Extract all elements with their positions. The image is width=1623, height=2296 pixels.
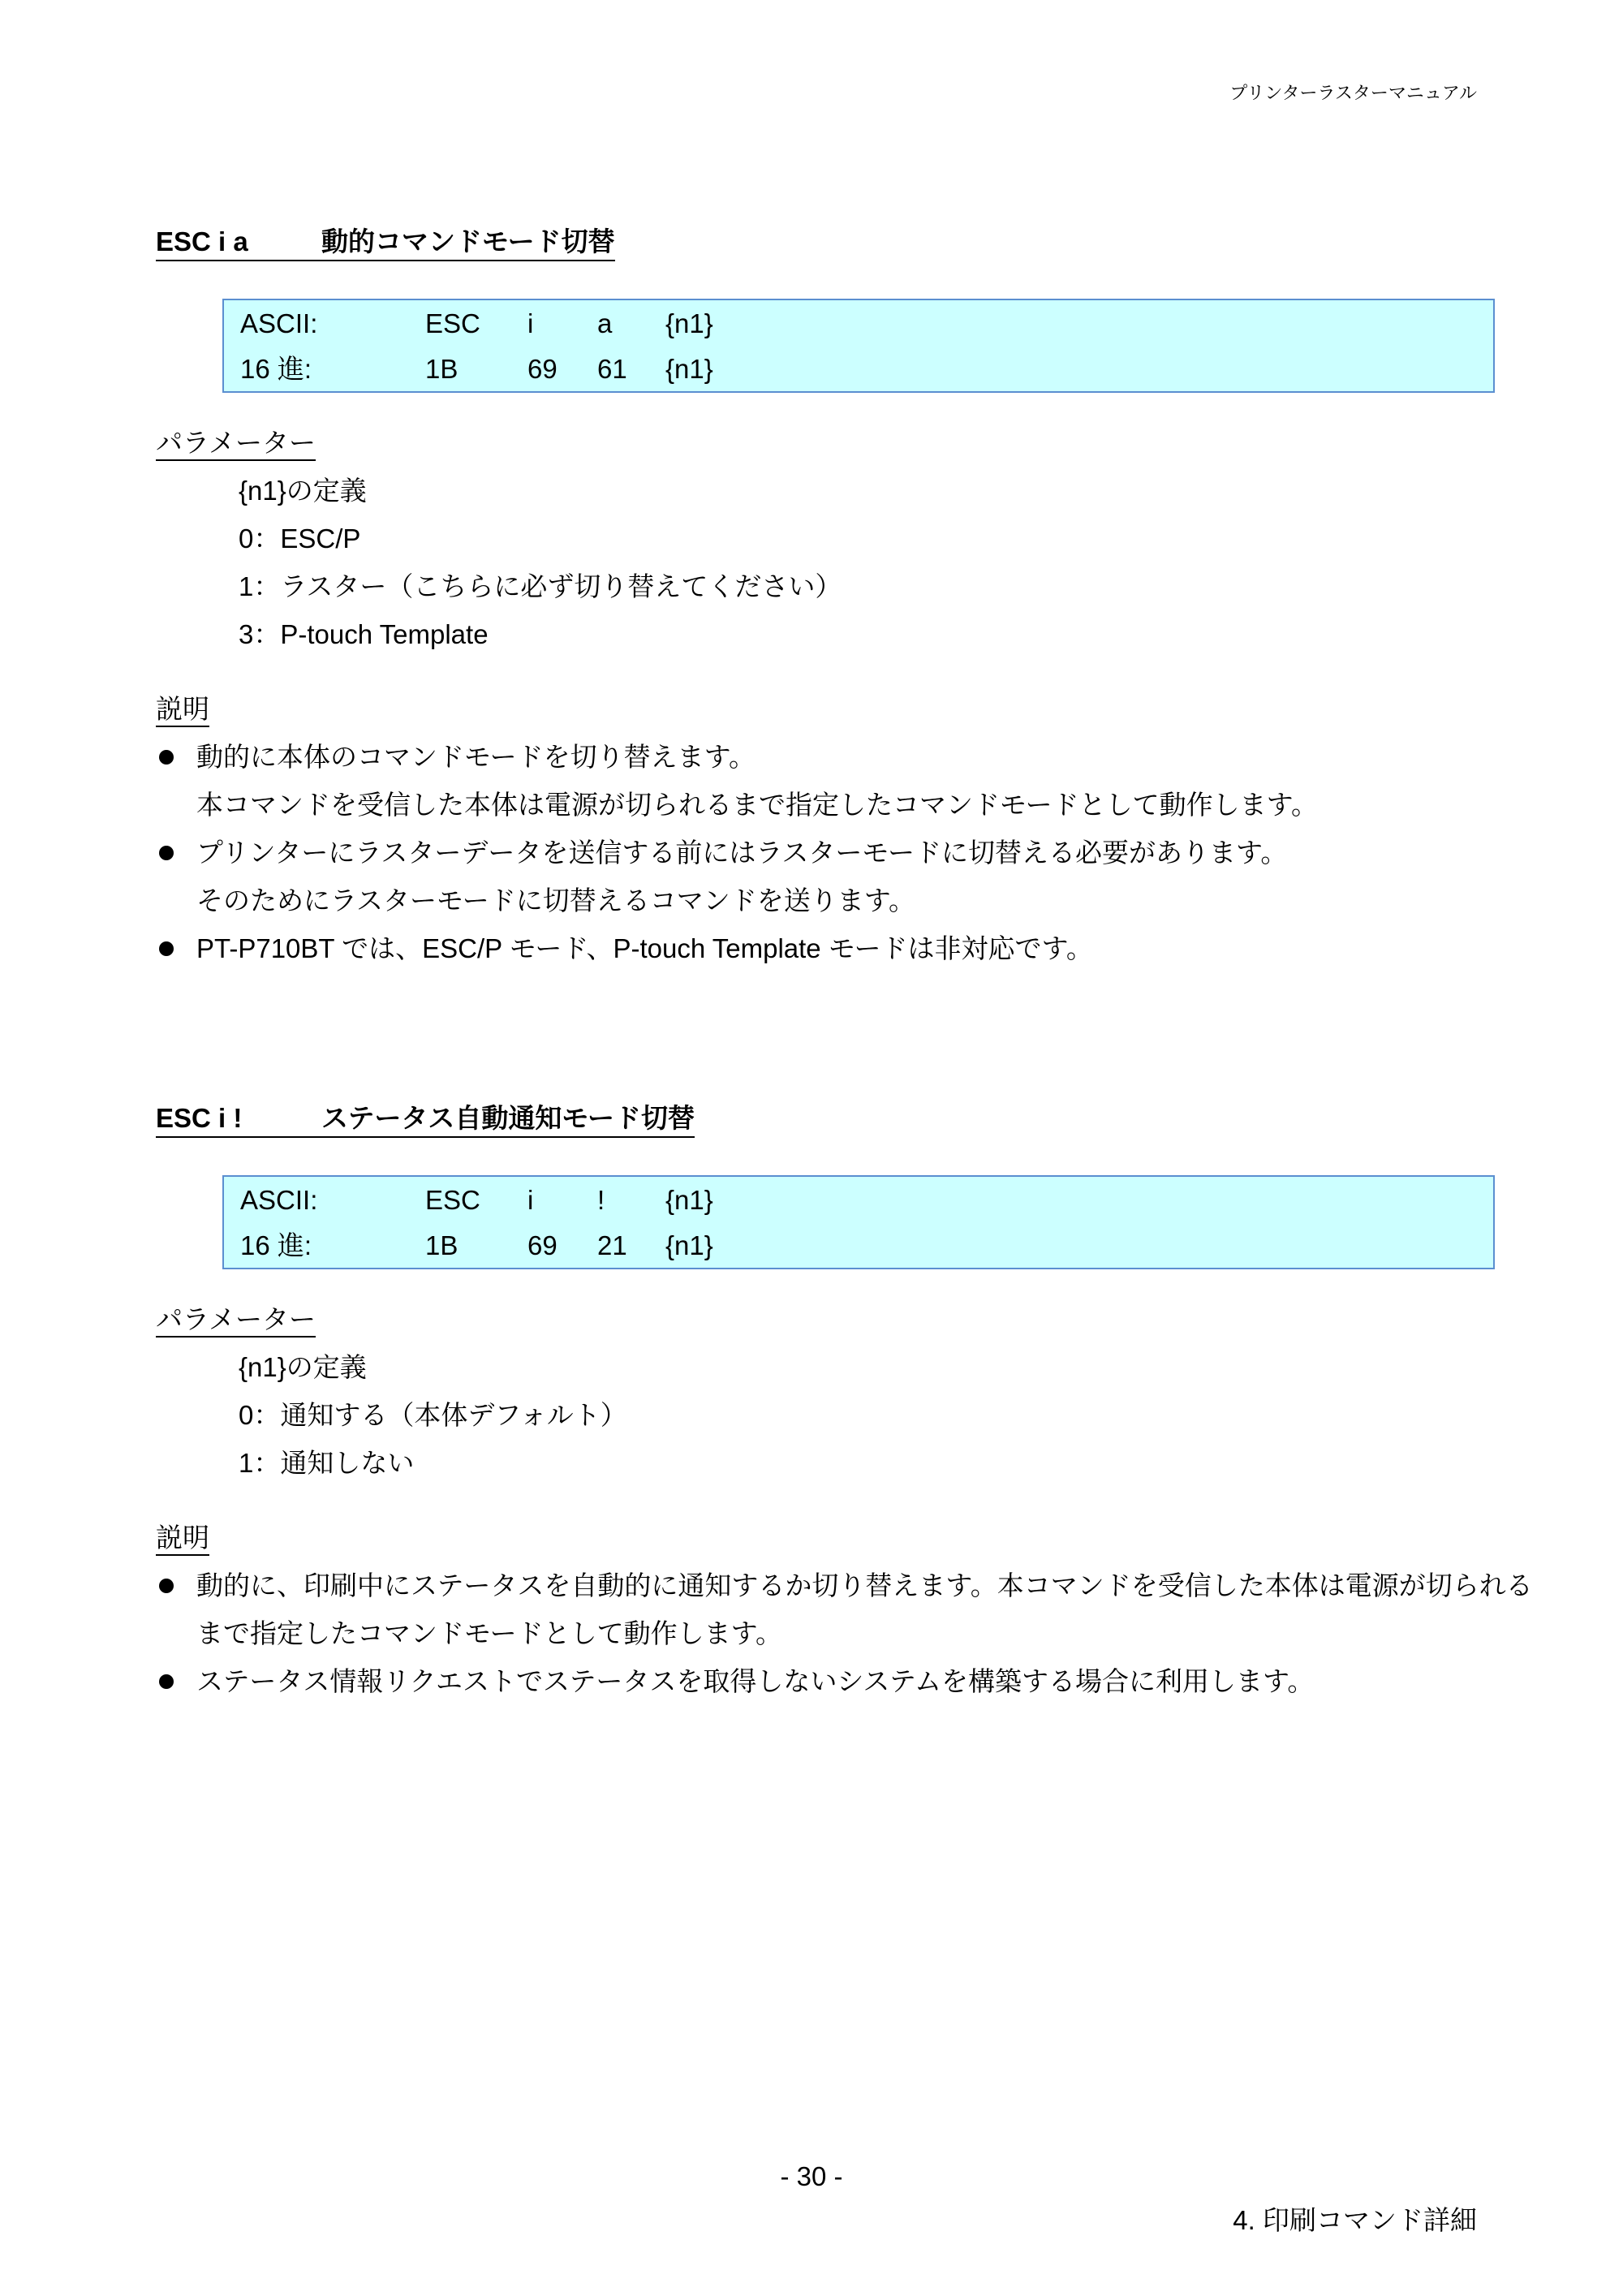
bullet-dot-icon [159, 941, 174, 956]
row-label: 16 進: [240, 354, 312, 384]
byte-1: 1B [425, 354, 458, 384]
byte-1: 1B [425, 1230, 458, 1260]
byte-4: {n1} [665, 308, 713, 338]
bullet-dot-icon [159, 750, 174, 765]
parameter-line: 3：P-touch Template [239, 619, 489, 649]
bullet-dot-icon [159, 846, 174, 860]
command-box [222, 1175, 1495, 1269]
byte-3: ! [597, 1185, 605, 1215]
row-label: ASCII: [240, 308, 318, 338]
section-heading [156, 226, 615, 261]
parameter-line: {n1}の定義 [239, 1352, 367, 1382]
running-header: プリンターラスターマニュアル [1229, 83, 1477, 103]
byte-3: 61 [597, 354, 627, 384]
byte-3: a [597, 308, 613, 338]
command-code: ESC i ! [156, 1103, 243, 1133]
command-row-hex [224, 1222, 1493, 1269]
bullet-text: プリンターにラスターデータを送信する前にはラスターモードに切替える必要があります。 [196, 838, 1288, 868]
parameter-line: 0：ESC/P [239, 523, 361, 554]
command-title: 動的コマンドモード切替 [321, 226, 615, 256]
parameter-line: 0：通知する（本体デフォルト） [239, 1400, 627, 1430]
byte-4: {n1} [665, 354, 713, 384]
parameter-line: 1：ラスター（こちらに必ず切り替えてください） [239, 571, 842, 601]
row-label: 16 進: [240, 1230, 312, 1260]
byte-4: {n1} [665, 1230, 713, 1260]
description-heading: 説明 [156, 1522, 209, 1556]
byte-2: 69 [527, 354, 558, 384]
section-heading [156, 1102, 695, 1138]
bullet-continuation: 本コマンドを受信した本体は電源が切られるまで指定したコマンドモードとして動作します。 [196, 790, 1319, 820]
command-row-ascii [224, 1177, 1493, 1224]
bullet-text: PT-P710BT では、ESC/P モード、P-touch Template モードは非対応です。 [196, 933, 1093, 963]
command-row-ascii [224, 300, 1493, 347]
bullet-dot-icon [159, 1579, 174, 1593]
command-title: ステータス自動通知モード切替 [321, 1103, 695, 1133]
bullet-continuation: まで指定したコマンドモードとして動作します。 [196, 1618, 783, 1648]
bullet-text: ステータス情報リクエストでステータスを取得しないシステムを構築する場合に利用します。 [196, 1666, 1315, 1696]
description-heading: 説明 [156, 693, 209, 727]
parameter-heading: パラメーター [156, 1303, 316, 1338]
page-number: - 30 - [780, 2161, 843, 2191]
bullet-text: 動的に本体のコマンドモードを切り替えます。 [196, 742, 756, 772]
footer-chapter: 4. 印刷コマンド詳細 [1233, 2205, 1477, 2235]
byte-1: ESC [425, 308, 480, 338]
byte-3: 21 [597, 1230, 627, 1260]
bullet-text: 動的に、印刷中にステータスを自動的に通知するか切り替えます。本コマンドを受信した本体は電源が切られる [196, 1570, 1533, 1600]
byte-2: i [527, 1185, 534, 1215]
parameter-heading: パラメーター [156, 427, 316, 461]
parameter-line: {n1}の定義 [239, 476, 367, 506]
command-row-hex [224, 346, 1493, 393]
parameter-line: 1：通知しない [239, 1448, 415, 1478]
bullet-dot-icon [159, 1674, 174, 1689]
command-code: ESC i a [156, 226, 248, 256]
bullet-continuation: そのためにラスターモードに切替えるコマンドを送ります。 [196, 885, 916, 915]
row-label: ASCII: [240, 1185, 318, 1215]
byte-2: i [527, 308, 534, 338]
byte-4: {n1} [665, 1185, 713, 1215]
command-box [222, 299, 1495, 393]
byte-1: ESC [425, 1185, 480, 1215]
byte-2: 69 [527, 1230, 558, 1260]
